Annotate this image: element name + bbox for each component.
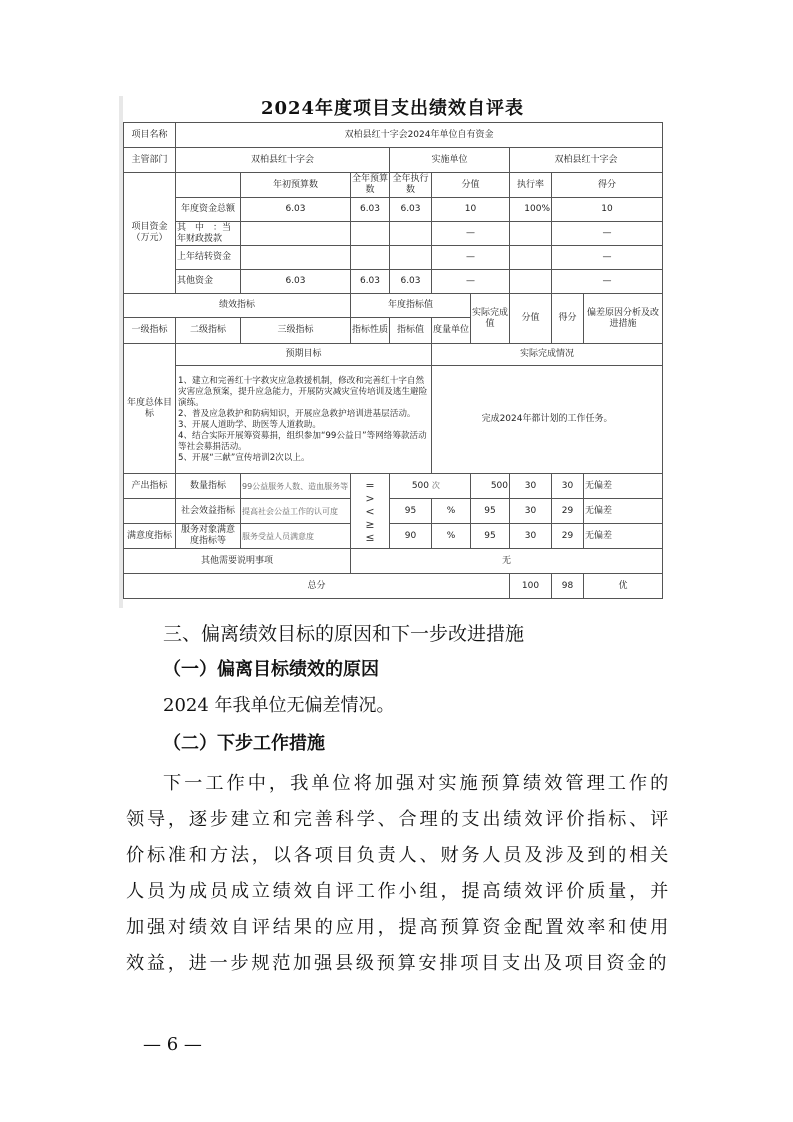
expected-goal-text: 1、建立和完善红十字救灾应急救援机制，修改和完善红十字自然灾害应急预案，提升应急能力，开展防灾减灾宣传培训及逃生避险演练。 2、普及应急救护和防病知识，开展应急救护培训进基层活动。 3、开展人道助学、助医等人道救助。 4、结合实际开展筹资募捐，组织参加“99公益日”等网络筹款活动等社会募捐活动。 5、开展“三献”宣传培训2次以上。 [176, 366, 432, 474]
fund-row-label: 年度资金总额 [176, 198, 241, 222]
fund-header: 全年执行数 [390, 173, 432, 198]
fund-annual [351, 222, 390, 246]
fund-header: 分值 [432, 173, 510, 198]
value-unit-cell [390, 474, 471, 499]
project-name: 双柏县红十字会2024年单位自有资金 [176, 123, 663, 148]
fund-score: — [552, 222, 663, 246]
table-row [124, 574, 663, 599]
deviation-cell: 无偏差 [584, 524, 663, 549]
subsection-1-text: 2024 年我单位无偏差情况。 [163, 695, 395, 716]
table-row [124, 524, 663, 549]
fund-header: 得分 [552, 173, 663, 198]
score-cell: 29 [552, 524, 584, 549]
subsection-heading-1: （一）偏离目标绩效的原因 [163, 659, 379, 680]
perf-score-value-header: 分值 [510, 294, 552, 344]
fund-executed [390, 246, 432, 270]
fund-header: 全年预算数 [351, 173, 390, 198]
level3-cell: 99公益服务人数、造血服务等 [241, 474, 351, 499]
fund-score-value: — [432, 270, 510, 294]
nature-symbols-text: = > < ≥ ≤ [365, 478, 375, 544]
fund-score: — [552, 246, 663, 270]
nature-header: 指标性质 [351, 318, 390, 344]
fund-rate [510, 222, 552, 246]
fund-annual [351, 246, 390, 270]
fund-row-label: 上年结转资金 [176, 246, 241, 270]
expected-goal-header: 预期目标 [176, 344, 432, 366]
actual-cell: 95 [471, 499, 510, 524]
nature-symbols [351, 474, 390, 549]
table-row [124, 198, 663, 222]
fund-header-blank [176, 173, 241, 198]
fund-annual: 6.03 [351, 270, 390, 294]
fund-initial: 6.03 [241, 198, 351, 222]
impl-value: 双柏县红十字会 [510, 148, 663, 173]
performance-table [123, 122, 663, 599]
unit-header: 度量单位 [432, 318, 471, 344]
table-row [124, 246, 663, 270]
project-name-label: 项目名称 [124, 123, 176, 148]
fund-annual: 6.03 [351, 198, 390, 222]
perf-indicator-header: 绩效指标 [124, 294, 351, 318]
table-row [124, 474, 663, 499]
actual-cell: 500 [471, 474, 510, 499]
score-value-cell: 30 [510, 524, 552, 549]
fund-score-value: 10 [432, 198, 510, 222]
fund-rate [510, 246, 552, 270]
total-value: 100 [510, 574, 552, 599]
score-cell: 29 [552, 499, 584, 524]
performance-table-image [119, 96, 662, 608]
perf-actual-header: 实际完成值 [471, 294, 510, 344]
score-value-cell: 30 [510, 474, 552, 499]
deviation-cell: 无偏差 [584, 474, 663, 499]
fund-initial [241, 246, 351, 270]
table-row [124, 123, 663, 148]
level3-cell: 服务受益人员满意度 [241, 524, 351, 549]
level2-cell: 数量指标 [176, 474, 241, 499]
perf-annual-value-header: 年度指标值 [351, 294, 471, 318]
level3-header: 三级指标 [241, 318, 351, 344]
subsection-2-paragraph: 下一工作中，我单位将加强对实施预算绩效管理工作的领导，逐步建立和完善科学、合理的支出绩效评价指标、评价标准和方法，以各项目负责人、财务人员及涉及到的相关人员为成员成立绩效自评工作小组，提高绩效评价质量，并加强对绩效自评结果的应用，提高预算资金配置效率和使用效益，进一步规范加强县级预算安排项目支出及项目资金的 [126, 773, 671, 974]
fund-initial [241, 222, 351, 246]
fund-score: 10 [552, 198, 663, 222]
unit-cell: % [432, 499, 471, 524]
fund-row-label: 其 中 ：当年财政拨款 [176, 222, 241, 246]
perf-score-header: 得分 [552, 294, 584, 344]
level2-header: 二级指标 [176, 318, 241, 344]
dept-label: 主管部门 [124, 148, 176, 173]
dept-value: 双柏县红十字会 [176, 148, 390, 173]
table-row [124, 148, 663, 173]
other-value: 无 [351, 549, 663, 574]
table-row [124, 366, 663, 474]
score-value-cell: 30 [510, 499, 552, 524]
unit-cell: % [432, 524, 471, 549]
value-cell: 95 [390, 499, 432, 524]
fund-row-label: 其他资金 [176, 270, 241, 294]
table-title: 2024年度项目支出绩效自评表 [260, 98, 525, 119]
impl-label: 实施单位 [390, 148, 510, 173]
actual-completion-header: 实际完成情况 [432, 344, 663, 366]
deviation-cell: 无偏差 [584, 499, 663, 524]
total-label: 总分 [124, 574, 510, 599]
fund-header: 执行率 [510, 173, 552, 198]
fund-executed: 6.03 [390, 198, 432, 222]
level1-cell: 产出指标 [124, 474, 176, 499]
table-row [124, 499, 663, 524]
level1-header: 一级指标 [124, 318, 176, 344]
table-row [124, 270, 663, 294]
score-cell: 30 [552, 474, 584, 499]
fund-group-label: 项目资金（万元） [124, 173, 176, 294]
table-row [124, 549, 663, 574]
value-cell: 500 [411, 481, 429, 491]
perf-deviation-header: 偏差原因分析及改进措施 [584, 294, 663, 344]
subsection-heading-2: （二）下步工作措施 [163, 733, 325, 754]
value-header: 指标值 [390, 318, 432, 344]
section-heading: 三、偏离绩效目标的原因和下一步改进措施 [163, 623, 525, 645]
table-row [124, 344, 663, 366]
level1-cell: 满意度指标 [124, 524, 176, 549]
fund-score-value: — [432, 246, 510, 270]
fund-score: — [552, 270, 663, 294]
actual-completion-text: 完成2024年都计划的工作任务。 [432, 366, 663, 474]
fund-rate [510, 270, 552, 294]
level2-cell: 服务对象满意度指标等 [176, 524, 241, 549]
page-number: — 6 — [143, 1034, 202, 1055]
value-cell: 90 [390, 524, 432, 549]
unit-cell: 次 [431, 481, 440, 490]
table-row [124, 173, 663, 198]
table-row [124, 222, 663, 246]
level2-cell: 社会效益指标 [176, 499, 241, 524]
fund-executed: 6.03 [390, 270, 432, 294]
level1-cell [124, 499, 176, 524]
fund-executed [390, 222, 432, 246]
grade: 优 [584, 574, 663, 599]
actual-cell: 95 [471, 524, 510, 549]
table-row [124, 294, 663, 318]
goal-label: 年度总体目标 [124, 344, 176, 474]
level3-cell: 提高社会公益工作的认可度 [241, 499, 351, 524]
fund-initial: 6.03 [241, 270, 351, 294]
total-score: 98 [552, 574, 584, 599]
other-label: 其他需要说明事项 [124, 549, 351, 574]
fund-rate: 100% [510, 198, 552, 222]
fund-header: 年初预算数 [241, 173, 351, 198]
fund-score-value: — [432, 222, 510, 246]
